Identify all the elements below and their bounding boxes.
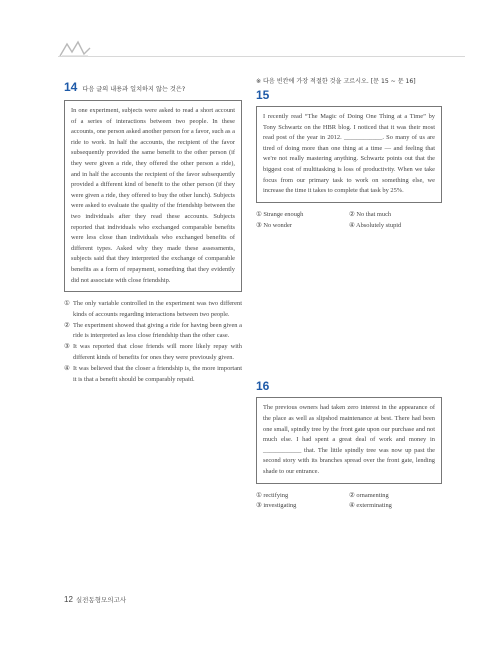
option-number: ④ xyxy=(349,221,355,229)
option-number: ① xyxy=(64,300,70,308)
option-text: The experiment showed that giving a ride for having been given a ride is interpreted as less close friendship than the other case. xyxy=(73,321,242,340)
option-number: ② xyxy=(349,491,355,499)
option-3[interactable] xyxy=(64,342,242,364)
option-text: rectifying xyxy=(263,491,289,499)
page-number: 12 xyxy=(64,595,73,604)
option-4[interactable] xyxy=(349,501,442,512)
option-text: exterminating xyxy=(356,502,392,510)
option-text: No wonder xyxy=(263,221,292,229)
option-text: The only variable controlled in the experiment was two different kinds of accounts regarding interactions between two people. xyxy=(73,300,242,318)
option-4[interactable] xyxy=(64,364,242,386)
header-divider xyxy=(58,56,465,57)
option-1[interactable] xyxy=(256,210,349,221)
option-text: No that much xyxy=(356,210,392,218)
question-15 xyxy=(256,88,442,231)
question-number: 15 xyxy=(256,88,270,102)
right-column xyxy=(256,76,442,512)
option-number: ③ xyxy=(256,502,262,510)
option-1[interactable] xyxy=(64,299,242,321)
answer-options xyxy=(256,210,442,232)
option-text: investigating xyxy=(263,502,297,510)
option-2[interactable] xyxy=(64,321,242,343)
option-4[interactable] xyxy=(349,221,442,232)
option-text: It was reported that close friends will more likely repay with different kinds of benefits for ones they were previously given. xyxy=(73,343,242,362)
section-instruction: ※ 다음 빈칸에 가장 적절한 것을 고르시오. [문 15 ~ 문 16] xyxy=(256,78,416,85)
page-footer xyxy=(64,595,126,604)
option-3[interactable] xyxy=(256,221,349,232)
option-text: It was believed that the closer a friendship is, the more important it is that a benefit should be comparably repaid. xyxy=(73,364,242,383)
option-number: ③ xyxy=(256,221,262,229)
answer-options xyxy=(64,299,242,385)
passage-box: In one experiment, subjects were asked to read a short account of a series of interactions between two people. In these accounts, one person asked another person for a favor, such as a ride to work. In half the accounts, the recipient of the favor subsequently provided the same benefit to the other person (if they were given a ride, they offered the other person a ride), and in half the accounts the recipient of the favor subsequently provided a different kind of benefit to the other person (if they were given a ride, they offered to buy the other lunch). Subjects were asked to evaluate the quality of the friendship between the two individuals after they read these accounts. Subjects reported that individuals who exchanged comparable benefits were less close than individuals who exchanged benefits of different types. Asked why they made these assessments, subjects said that they interpreted the exchange of comparable benefits as a form of repayment, something that they evidently did not associate with close friendship. xyxy=(64,100,242,292)
option-number: ③ xyxy=(64,343,70,351)
option-2[interactable] xyxy=(349,210,442,221)
option-text: Strange enough xyxy=(263,210,304,218)
option-text: Absolutely stupid xyxy=(355,221,402,229)
passage-box: The previous owners had taken zero interest in the appearance of the place as well as slipshod maintenance at best. There had been one small, spindly tree by the front gate upon our purchase and not much else. I had spent a great deal of work and money in ____________ that. The little spindly tree was now up past the second story with its branches spread over the front gate, lending shade to our entrance. xyxy=(256,397,442,483)
option-number: ④ xyxy=(64,364,70,372)
footer-title: 실전동형모의고사 xyxy=(75,597,127,604)
option-2[interactable] xyxy=(349,491,442,502)
option-number: ② xyxy=(64,321,70,329)
option-number: ① xyxy=(256,491,262,499)
question-number: 14 xyxy=(64,80,78,94)
question-14 xyxy=(64,80,242,385)
option-number: ① xyxy=(256,210,262,218)
question-number: 16 xyxy=(256,379,270,394)
option-text: ornamenting xyxy=(356,491,389,499)
answer-options xyxy=(256,491,442,513)
question-prompt: 다음 글의 내용과 일치하지 않는 것은? xyxy=(82,86,186,93)
option-3[interactable] xyxy=(256,501,349,512)
option-number: ② xyxy=(349,210,355,218)
option-1[interactable] xyxy=(256,491,349,502)
option-number: ④ xyxy=(349,502,355,510)
passage-box: I recently read “The Magic of Doing One Thing at a Time” by Tony Schwartz on the HBR blog. I noticed that it was their most read post of the year in 2012. ____________. So many of us are tired of doing more than one thing at a time — and feeling that we're not really mastering anything. Schwartz points out that the biggest cost of multitasking is loss of productivity. When we take focus from our primary task to work on something else, we increase the time it takes to complete that task by 25%. xyxy=(256,106,442,203)
question-16 xyxy=(256,379,442,512)
